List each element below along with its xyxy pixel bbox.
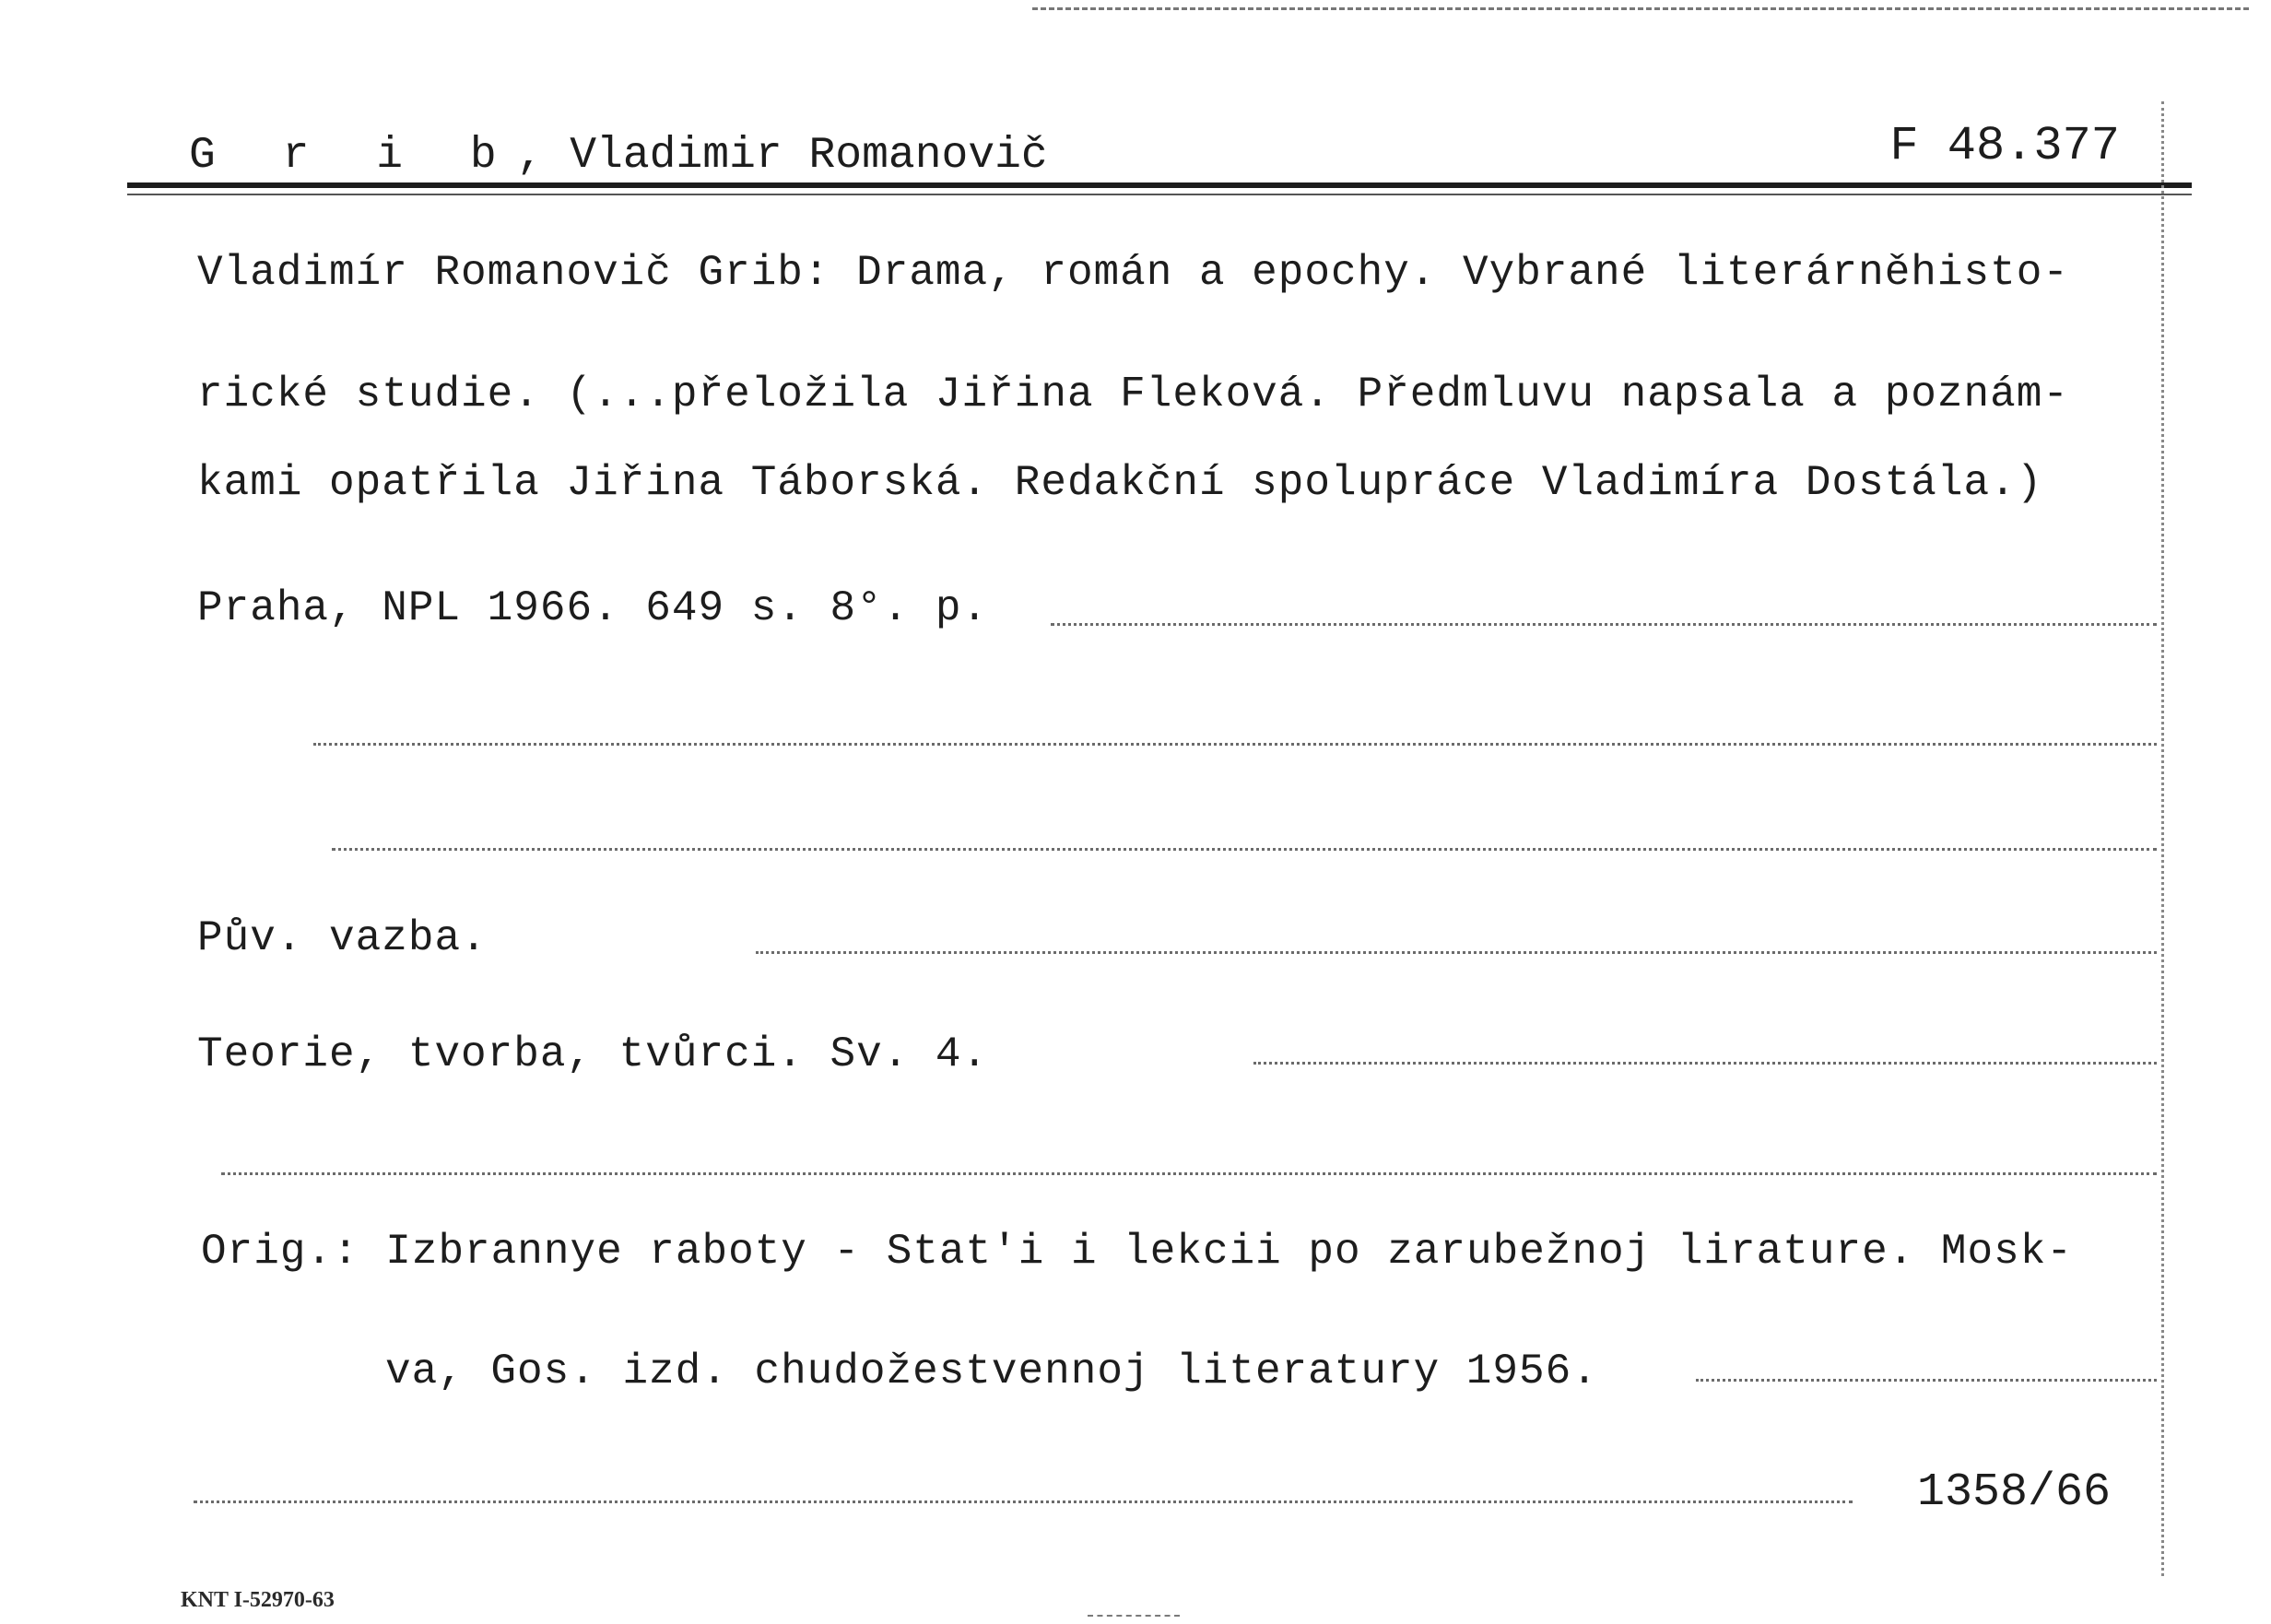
entry-line-3: kami opatřila Jiřina Táborská. Redakční spolupráce Vladimíra Dostála.) [197,459,2043,507]
dotted-line [1051,623,2157,626]
heading-rule [127,182,2192,188]
dotted-line [221,1172,2157,1175]
dotted-line [194,1500,1853,1503]
printer-mark: KNT I-52970-63 [181,1588,335,1612]
dotted-line [1696,1379,2157,1382]
entry-line-4: Praha, NPL 1966. 649 s. 8°. p. [197,584,989,632]
author-heading [189,129,1048,182]
entry-line-2: rické studie. (...přeložila Jiřina Fleková. Předmluvu napsala a poznám- [197,371,2069,418]
dotted-line [1253,1062,2157,1065]
author-surname: G r i b [189,131,517,181]
author-given-names: , Vladimir Romanovič [516,131,1048,181]
binding-note: Pův. vazba. [197,914,488,962]
card-right-edge [2161,101,2164,1576]
accession-number: 1358/66 [1916,1466,2111,1519]
dotted-line [332,848,2157,851]
entry-line-1: Vladimír Romanovič Grib: Drama, román a epochy. Vybrané literárněhisto- [197,249,2069,297]
series-note: Teorie, tvorba, tvůrci. Sv. 4. [197,1030,989,1078]
dotted-line [313,743,2157,746]
top-edge-mark [1032,7,2249,10]
original-line-2: va, Gos. izd. chudožestvennoj literatury 1956. [385,1347,1598,1395]
original-line-1: Orig.: Izbrannye raboty - Stat'i i lekcii po zarubežnoj lirature. Mosk- [201,1228,2073,1276]
dotted-line [756,951,2157,954]
bottom-edge-mark [1088,1615,1180,1617]
heading-rule-shadow [127,194,2192,195]
shelfmark: F 48.377 [1889,119,2120,173]
